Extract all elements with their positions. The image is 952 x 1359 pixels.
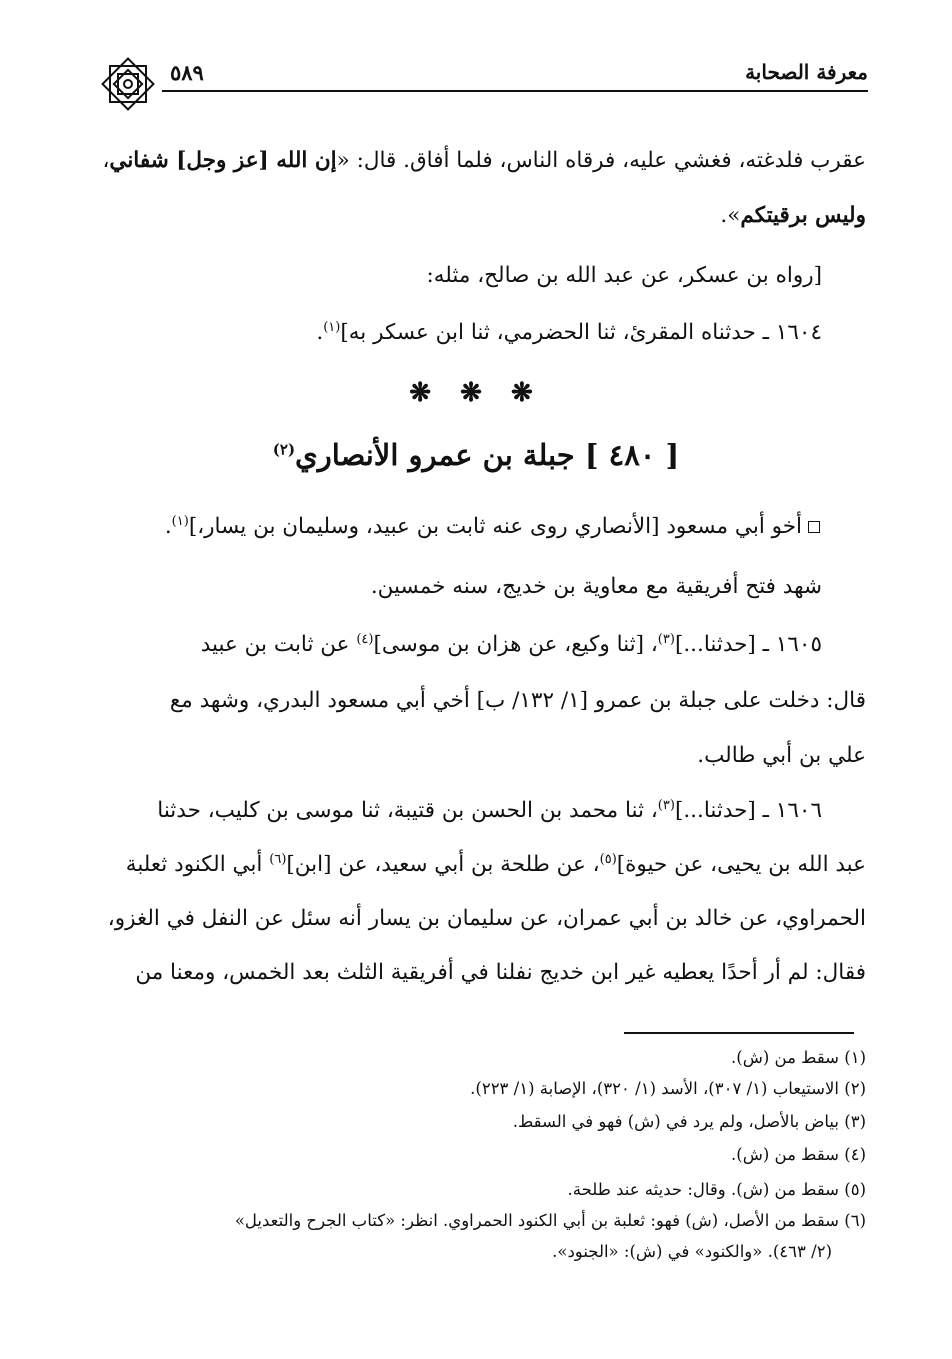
text-span: علي بن أبي طالب. bbox=[697, 743, 866, 768]
entry-heading bbox=[0, 438, 952, 472]
footnote: (٦) سقط من الأصل، (ش) فهو: ثعلبة بن أبي الكنود الحمراوي. انظر: «كتاب الجرح والتعديل» bbox=[234, 1211, 866, 1230]
ornament-star-icon bbox=[96, 52, 160, 116]
page-number: ٥٨٩ bbox=[170, 60, 204, 85]
text-span: . bbox=[316, 320, 324, 345]
text-span: ، bbox=[102, 148, 110, 173]
text-span: ١٦٠٥ ـ [حدثنا...] bbox=[674, 632, 822, 657]
text-span: شهد فتح أفريقية مع معاوية بن خديج، سنه خمسين. bbox=[370, 574, 822, 599]
footnote: (٥) سقط من (ش). وقال: حديثه عند طلحة. bbox=[567, 1180, 866, 1199]
hadith-1604 bbox=[316, 318, 822, 348]
square-marker-icon bbox=[808, 521, 820, 533]
footnote-ref: (٣) bbox=[657, 631, 675, 647]
text-line bbox=[427, 261, 822, 291]
hadith-1606 bbox=[157, 796, 822, 826]
footnote-ref: (٤) bbox=[356, 631, 374, 647]
text-line bbox=[126, 850, 866, 880]
footnote-ref: (١) bbox=[171, 513, 189, 529]
text-line bbox=[135, 958, 866, 988]
footnote: (٢/ ٤٦٣). «والكنود» في (ش): «الجنود». bbox=[552, 1242, 832, 1261]
footnote: (١) سقط من (ش). bbox=[731, 1048, 866, 1067]
footnote-ref: (٦) bbox=[269, 851, 287, 867]
footnote-ref: (١) bbox=[323, 319, 341, 335]
text-span: ١٦٠٦ ـ [حدثنا...] bbox=[674, 798, 822, 823]
text-span: عبد الله بن يحيى، عن حيوة] bbox=[616, 852, 866, 877]
text-span: أبي الكنود ثعلبة bbox=[125, 852, 263, 877]
entry-heading-text: [ ٤٨٠ ] جبلة بن عمرو الأنصاري bbox=[295, 438, 680, 472]
text-span: عن ثابت بن عبيد bbox=[200, 632, 350, 657]
text-span: الحمراوي، عن خالد بن أبي عمران، عن سليمان بن يسار أنه سئل عن النفل في الغزو، bbox=[107, 906, 866, 931]
text-line bbox=[108, 904, 866, 934]
hadith-1605 bbox=[201, 630, 822, 660]
text-span: . bbox=[164, 514, 172, 539]
text-span: فقال: لم أر أحدًا يعطيه غير ابن خديج نفلنا في أفريقية الثلث بعد الخمس، ومعنا من bbox=[135, 960, 866, 985]
text-span: ، [ثنا وكيع، عن هزان بن موسى] bbox=[373, 632, 658, 657]
text-span: [رواه بن عسكر، عن عبد الله بن صالح، مثله: bbox=[426, 263, 822, 288]
text-line bbox=[697, 741, 866, 771]
footnote-rule bbox=[624, 1032, 854, 1034]
footnote-ref: (٥) bbox=[599, 851, 617, 867]
header-rule bbox=[162, 90, 868, 92]
quote-bold: إن الله [عز وجل] شفاني bbox=[109, 148, 337, 173]
text-line bbox=[371, 572, 822, 602]
footnote: (٢) الاستيعاب (١/ ٣٠٧)، الأسد (١/ ٣٢٠)، الإصابة (١/ ٢٢٣). bbox=[470, 1079, 866, 1098]
text-span: قال: دخلت على جبلة بن عمرو [١/ ١٣٢/ ب] أخي أبي مسعود البدري، وشهد مع bbox=[169, 688, 866, 713]
text-line bbox=[170, 686, 866, 716]
text-line bbox=[720, 201, 866, 231]
quote-bold: وليس برقيتكم bbox=[740, 203, 866, 228]
footnote-ref: (٣) bbox=[657, 797, 675, 813]
text-span: عقرب فلدغته، فغشي عليه، فرقاه الناس، فلما أفاق. قال: « bbox=[336, 148, 866, 173]
section-divider-stars: ❋ ❋ ❋ bbox=[409, 378, 543, 408]
running-header-title: معرفة الصحابة bbox=[745, 60, 868, 84]
text-span: ». bbox=[720, 203, 741, 228]
footnote: (٣) بياض بالأصل، ولم يرد في (ش) فهو في السقط. bbox=[512, 1112, 866, 1131]
text-span: ، عن طلحة بن أبي سعيد، عن [ابن] bbox=[286, 852, 600, 877]
text-span: ١٦٠٤ ـ حدثناه المقرئ، ثنا الحضرمي، ثنا ابن عسكر به] bbox=[340, 320, 822, 345]
text-span: ، ثنا محمد بن الحسن بن قتيبة، ثنا موسى بن كليب، حدثنا bbox=[157, 798, 658, 823]
footnote-ref: (٢) bbox=[272, 440, 296, 459]
footnote: (٤) سقط من (ش). bbox=[731, 1145, 866, 1164]
text-line bbox=[102, 146, 866, 176]
text-line bbox=[165, 512, 820, 542]
text-span: أخو أبي مسعود [الأنصاري روى عنه ثابت بن عبيد، وسليمان بن يسار،] bbox=[188, 514, 802, 539]
